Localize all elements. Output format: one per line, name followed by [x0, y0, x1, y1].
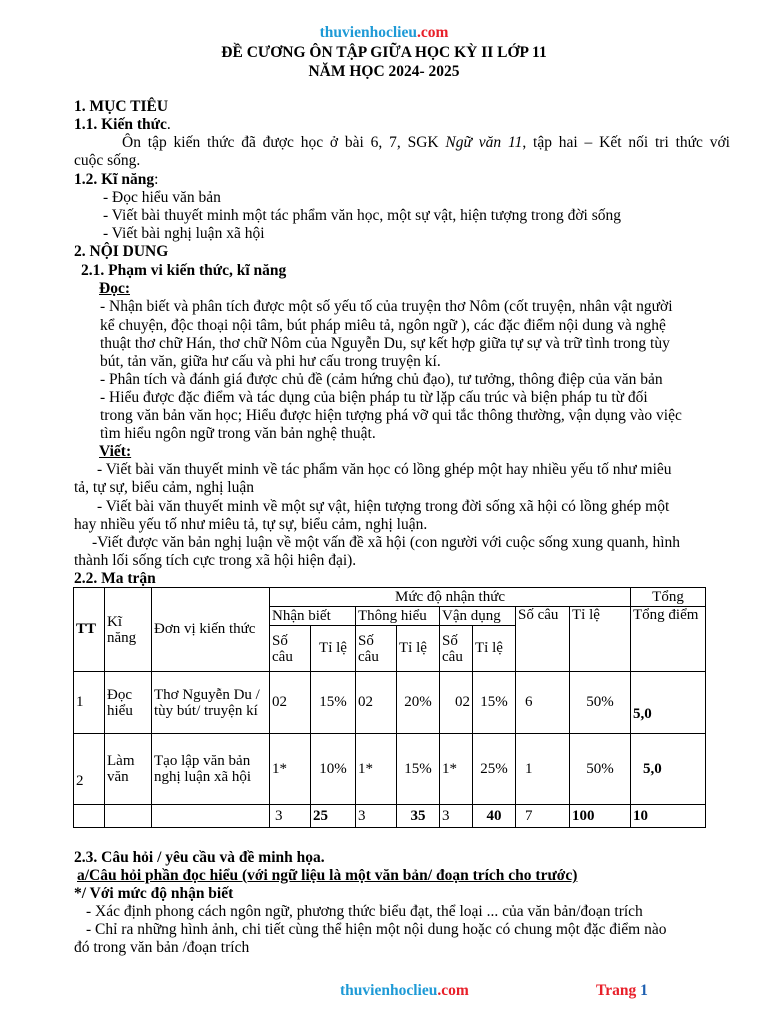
matrix-cell-tt: 1	[74, 672, 105, 734]
header-site-part1: thuvienhoclieu	[319, 24, 417, 41]
document-title-line1: ĐỀ CƯƠNG ÔN TẬP GIỮA HỌC KỲ II LỚP 11	[221, 44, 547, 61]
matrix-cell-empty	[74, 805, 105, 828]
matrix-header-tt: TT	[74, 588, 105, 672]
viet-line: thành lối sống tích cực trong xã hội hiện đại).	[74, 552, 357, 569]
matrix-header-don-vi: Đơn vị kiến thức	[152, 588, 270, 672]
matrix-header-ti-le: Tỉ lệ	[570, 607, 631, 672]
matrix-cell-ki-nang: Làm văn	[105, 734, 152, 805]
matrix-cell-vd-ti-le: 25%	[473, 734, 516, 805]
section-1-2-colon: :	[154, 171, 159, 188]
knowledge-text-book: Ngữ văn 11	[445, 134, 523, 151]
doc-line: thuật thơ chữ Hán, thơ chữ Nôm của Nguyễn Du, sự kết hợp giữa tự sự và trữ tình trong tùy	[100, 335, 670, 352]
matrix-cell-nb-ti-le: 15%	[311, 672, 356, 734]
question-item: đó trong văn bản /đoạn trích	[74, 939, 250, 956]
matrix-header-muc-do: Mức độ nhận thức	[270, 588, 631, 607]
matrix-cell-vd-so-cau: 1*	[440, 734, 473, 805]
header-site-part2: .com	[416, 24, 449, 41]
knowledge-paragraph-line2: cuộc sống.	[74, 152, 141, 169]
doc-line: - Hiểu được đặc điểm và tác dụng của biện pháp tu từ lặp cấu trúc và biện pháp tu từ đối	[100, 389, 648, 406]
matrix-cell-vd-so-cau: 02	[440, 672, 473, 734]
matrix-cell-nb-ti-le: 10%	[311, 734, 356, 805]
viet-line: - Viết bài văn thuyết minh về tác phẩm văn học có lồng ghép một hay nhiều yếu tố như miêu	[97, 461, 672, 478]
matrix-total-nb-so-cau: 3	[270, 805, 311, 828]
matrix-cell-so-cau: 6	[516, 672, 570, 734]
matrix-cell-vd-ti-le: 15%	[473, 672, 516, 734]
page-label: Trang	[596, 982, 641, 999]
doc-line: kể chuyện, độc thoại nội tâm, bút pháp miêu tả, ngôn ngữ ), các đặc điểm nội dung và nghệ	[100, 317, 666, 334]
matrix-cell-don-vi: Tạo lập văn bản nghị luận xã hội	[152, 734, 270, 805]
matrix-cell-don-vi: Thơ Nguyễn Du / tùy bút/ truyện kí	[152, 672, 270, 734]
knowledge-text-a: Ôn tập kiến thức đã được học ở bài 6, 7, SGK	[122, 134, 446, 151]
skill-item: - Viết bài thuyết minh một tác phẩm văn học, một sự vật, hiện tượng trong đời sống	[103, 207, 622, 224]
matrix-total-so-cau: 7	[516, 805, 570, 828]
matrix-cell-tt: 2	[74, 734, 105, 805]
document-title-line2: NĂM HỌC 2024- 2025	[308, 63, 460, 80]
section-1-1-heading	[74, 116, 171, 134]
skill-item: - Đọc hiểu văn bản	[103, 189, 221, 206]
matrix-header-ki-nang: Kĩ năng	[105, 588, 152, 672]
section-2-heading: 2. NỘI DUNG	[74, 243, 169, 260]
viet-label: Viết:	[99, 443, 132, 460]
section-1-1-label: 1.1. Kiến thức	[74, 116, 167, 133]
skill-item: - Viết bài nghị luận xã hội	[103, 225, 265, 242]
doc-line: bút, tản văn, giữa hư cấu và phi hư cấu trong truyện kí.	[100, 353, 441, 370]
matrix-header-tong-diem: Tổng điểm	[631, 607, 706, 672]
doc-line: - Nhận biết và phân tích được một số yếu tố của truyện thơ Nôm (cốt truyện, nhân vật người	[100, 298, 673, 315]
matrix-sub-so-cau: Số câu	[270, 626, 311, 672]
matrix-total-ti-le: 100	[570, 805, 631, 828]
header-site-name	[0, 24, 768, 42]
matrix-cell-tong-diem: 5,0	[631, 672, 706, 734]
matrix-cell-ki-nang: Đọc hiểu	[105, 672, 152, 734]
section-2-3-heading: 2.3. Câu hỏi / yêu cầu và đề minh họa.	[74, 849, 325, 866]
section-1-heading: 1. MỤC TIÊU	[74, 98, 169, 115]
question-item: - Xác định phong cách ngôn ngữ, phương thức biểu đạt, thể loại ... của văn bản/đoạn trích	[86, 903, 643, 920]
matrix-total-tong-diem: 10	[631, 805, 706, 828]
doc-line: tìm hiểu ngôn ngữ trong văn bản nghệ thuật.	[100, 425, 376, 442]
footer-site-part1: thuvienhoclieu	[340, 982, 438, 999]
question-item: - Chỉ ra những hình ảnh, chi tiết cùng thể hiện một nội dung hoặc có chung một đặc điểm nào	[86, 921, 667, 938]
matrix-cell-empty	[152, 805, 270, 828]
viet-line: tả, tự sự, biểu cảm, nghị luận	[74, 479, 254, 496]
section-2-2-heading: 2.2. Ma trận	[74, 570, 156, 587]
matrix-cell-ti-le: 50%	[570, 672, 631, 734]
page-number	[596, 982, 648, 1000]
section-1-2-label: 1.2. Kĩ năng	[74, 171, 155, 188]
matrix-row	[74, 672, 706, 734]
viet-line: -Viết được văn bản nghị luận về một vấn đề xã hội (con người với cuộc sống xung quanh, hình	[92, 534, 681, 551]
matrix-sub-so-cau: Số câu	[440, 626, 473, 672]
matrix-cell-th-so-cau: 02	[356, 672, 397, 734]
matrix-cell-nb-so-cau: 02	[270, 672, 311, 734]
matrix-sub-ti-le: Tỉ lệ	[311, 626, 356, 672]
matrix-header-so-cau: Số câu	[516, 607, 570, 672]
footer-site-part2: .com	[437, 982, 469, 999]
section-1-2-heading	[74, 171, 158, 189]
matrix-cell-so-cau: 1	[516, 734, 570, 805]
section-2-1-heading: 2.1. Phạm vi kiến thức, kĩ năng	[81, 262, 287, 279]
reading-questions-heading: a/Câu hỏi phần đọc hiểu (với ngữ liệu là một văn bản/ đoạn trích cho trước)	[77, 867, 578, 884]
section-1-1-dot: .	[166, 116, 171, 133]
matrix-sub-ti-le: Tỉ lệ	[397, 626, 440, 672]
matrix-table	[73, 587, 706, 828]
matrix-cell-tong-diem: 5,0	[631, 734, 706, 805]
matrix-cell-nb-so-cau: 1*	[270, 734, 311, 805]
matrix-header-tong: Tổng	[631, 588, 706, 607]
level-heading: */ Với mức độ nhận biết	[74, 885, 234, 902]
doc-label: Đọc:	[99, 280, 130, 297]
matrix-cell-th-so-cau: 1*	[356, 734, 397, 805]
matrix-row	[74, 734, 706, 805]
doc-line: trong văn bản văn học; Hiểu được hiện tượng phá vỡ qui tắc thông thường, vận dụng vào việc	[100, 407, 682, 424]
matrix-header-thong-hieu: Thông hiểu	[356, 607, 440, 626]
matrix-total-th-ti-le: 35	[397, 805, 440, 828]
matrix-cell-empty	[105, 805, 152, 828]
matrix-cell-ti-le: 50%	[570, 734, 631, 805]
knowledge-text-b: , tập hai – Kết nối tri thức với	[522, 134, 730, 151]
matrix-cell-th-ti-le: 20%	[397, 672, 440, 734]
doc-line: - Phân tích và đánh giá được chủ đề (cảm hứng chủ đạo), tư tưởng, thông điệp của văn bản	[100, 371, 663, 388]
matrix-total-nb-ti-le: 25	[311, 805, 356, 828]
matrix-header-van-dung: Vận dụng	[440, 607, 516, 626]
knowledge-paragraph-line1	[122, 134, 730, 152]
matrix-cell-th-ti-le: 15%	[397, 734, 440, 805]
matrix-sub-ti-le: Tỉ lệ	[473, 626, 516, 672]
matrix-sub-so-cau: Số câu	[356, 626, 397, 672]
matrix-total-vd-ti-le: 40	[473, 805, 516, 828]
matrix-total-th-so-cau: 3	[356, 805, 397, 828]
matrix-header-nhan-biet: Nhận biết	[270, 607, 356, 626]
viet-line: - Viết bài văn thuyết minh về một sự vật, hiện tượng trong đời sống xã hội có lồng ghép một	[97, 498, 670, 515]
footer-site-name	[340, 982, 469, 1000]
page-num: 1	[640, 982, 648, 999]
matrix-total-row	[74, 805, 706, 828]
viet-line: hay nhiều yếu tố như miêu tả, tự sự, biểu cảm, nghị luận.	[74, 516, 428, 533]
matrix-total-vd-so-cau: 3	[440, 805, 473, 828]
